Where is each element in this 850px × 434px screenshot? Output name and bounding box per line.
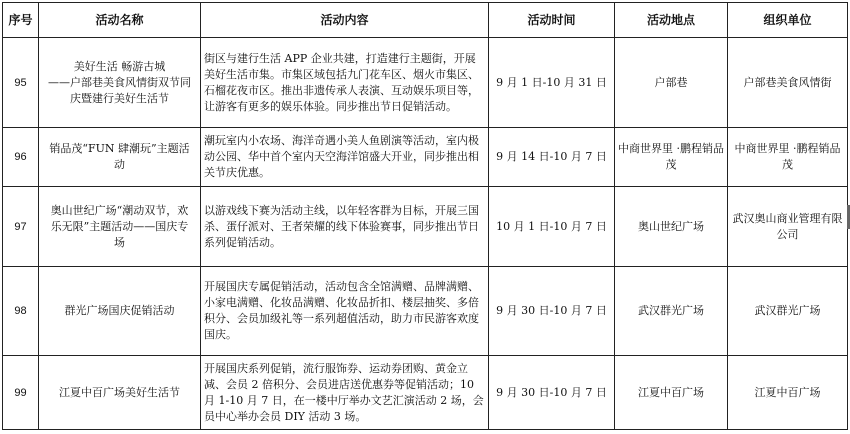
header-organizer: 组织单位	[728, 3, 848, 38]
cell-organizer: 户部巷美食风情街	[728, 38, 848, 128]
cell-place: 户部巷	[615, 38, 728, 128]
table-row	[3, 187, 848, 267]
cell-content: 潮玩室内小农场、海洋奇遇小美人鱼剧演等活动，室内极动公园、华中首个室内天空海洋馆盛大开业，同步推出相关节庆优惠。	[201, 128, 489, 187]
cell-name	[39, 128, 201, 187]
cell-time: 10 月 1 日-10 月 7 日	[489, 187, 615, 267]
cell-content: 开展国庆系列促销，流行服饰券、运动券团购、黄金立减、会员 2 倍积分、会员进店送优惠券等促销活动；10 月 1-10 月 7 日，在一楼中厅举办文艺汇演活动 2 场，会员中心举办会员 DIY 活动 3 场。	[201, 356, 489, 430]
cell-time: 9 月 1 日-10 月 31 日	[489, 38, 615, 128]
header-row	[3, 3, 848, 38]
name-line: 动	[114, 158, 125, 171]
name-line: 奥山世纪广场“潮动双节，欢	[50, 203, 189, 217]
header-no: 序号	[3, 3, 39, 38]
cell-time: 9 月 30 日-10 月 7 日	[489, 267, 615, 356]
cell-time: 9 月 14 日-10 月 7 日	[489, 128, 615, 187]
cell-place: 中商世界里 ·鹏程销品茂	[615, 128, 728, 187]
name-line: ——户部巷美食风情街双节同	[48, 75, 191, 89]
table-row	[3, 267, 848, 356]
events-table	[2, 2, 848, 430]
cell-name	[39, 267, 201, 356]
cell-no: 95	[3, 38, 39, 128]
cell-content: 街区与建行生活 APP 企业共建，打造建行主题街，开展美好生活市集。市集区域包括九门花车区、烟火市集区、石榴花夜市区。推出非遗传承人表演、互动娱乐项目等，让游客有更多的娱乐体验。同步推出节日促销活动。	[201, 38, 489, 128]
header-place: 活动地点	[615, 3, 728, 38]
cell-name	[39, 356, 201, 430]
cell-no: 99	[3, 356, 39, 430]
cell-name	[39, 38, 201, 128]
name-line: 群光广场国庆促销活动	[64, 304, 175, 317]
cell-place: 江夏中百广场	[615, 356, 728, 430]
cell-no: 96	[3, 128, 39, 187]
cell-place: 武汉群光广场	[615, 267, 728, 356]
name-line: 美好生活 畅游古城	[73, 59, 166, 73]
cell-organizer: 中商世界里 ·鹏程销品茂	[728, 128, 848, 187]
header-content: 活动内容	[201, 3, 489, 38]
cell-no: 97	[3, 187, 39, 267]
cell-time: 9 月 30 日-10 月 7 日	[489, 356, 615, 430]
header-time: 活动时间	[489, 3, 615, 38]
cell-content: 开展国庆专属促销活动，活动包含全馆满赠、品牌满赠、小家电满赠、化妆品满赠、化妆品折扣、楼层抽奖、多倍积分、会员加级礼等一系列超值活动，助力市民游客欢度国庆。	[201, 267, 489, 356]
cell-organizer: 武汉奥山商业管理有限公司	[728, 187, 848, 267]
table-row	[3, 356, 848, 430]
cell-organizer: 武汉群光广场	[728, 267, 848, 356]
table-row	[3, 128, 848, 187]
cell-name	[39, 187, 201, 267]
cell-place: 奥山世纪广场	[615, 187, 728, 267]
name-line: 乐无限”主题活动——国庆专	[50, 219, 189, 233]
name-line: 场	[114, 235, 125, 249]
name-line: 江夏中百广场美好生活节	[59, 385, 180, 399]
name-line: 庆暨建行美好生活节	[70, 91, 169, 105]
table-row	[3, 38, 848, 128]
cell-no: 98	[3, 267, 39, 356]
header-name: 活动名称	[39, 3, 201, 38]
name-line: 销品茂“FUN 肆潮玩”主题活	[49, 142, 190, 155]
cell-content: 以游戏线下赛为活动主线，以年轻客群为目标，开展三国杀、蛋仔派对、王者荣耀的线下体验赛事，同步推出节日系列促销活动。	[201, 187, 489, 267]
cell-organizer: 江夏中百广场	[728, 356, 848, 430]
